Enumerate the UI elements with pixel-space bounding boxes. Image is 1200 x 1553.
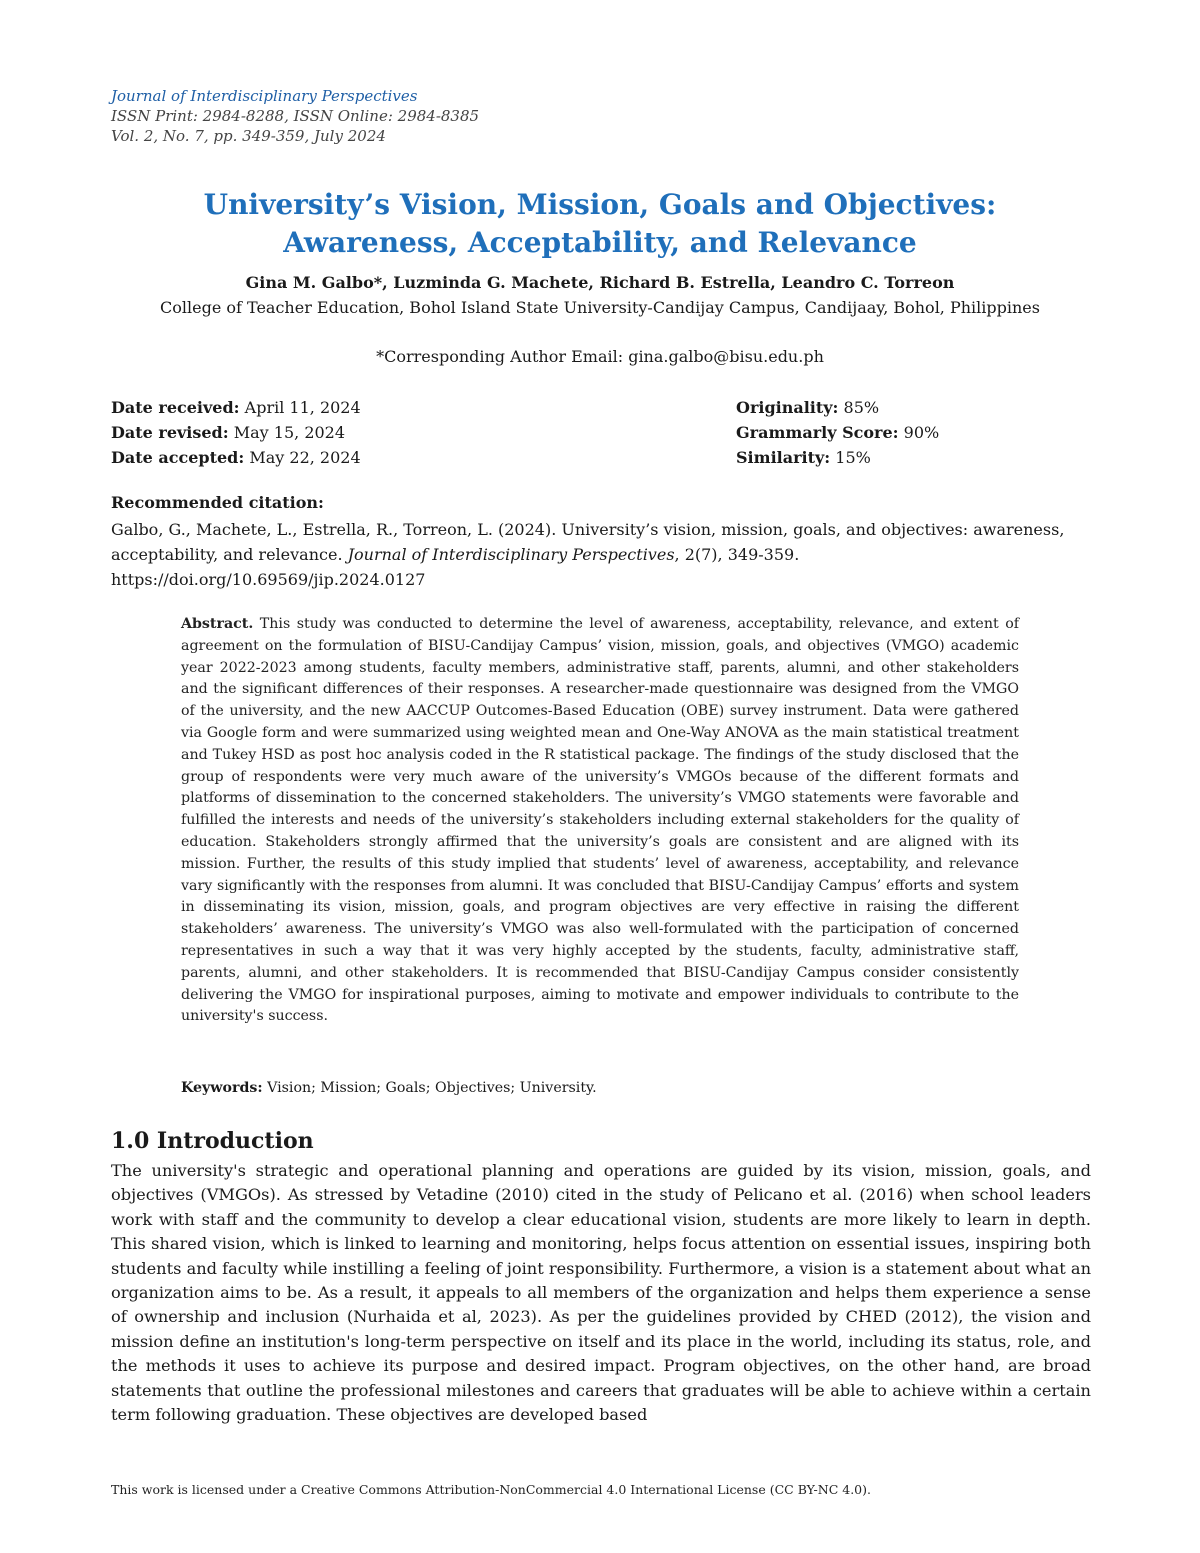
- keywords-label: Keywords:: [181, 1080, 263, 1096]
- corresponding-email: *Corresponding Author Email: gina.galbo@bisu.edu.ph: [376, 347, 824, 366]
- citation-text: Galbo, G., Machete, L., Estrella, R., Torreon, L. (2024). University’s vision, mission, goals, and objectives: awareness, acceptability, and relevance. Journal of Interdisciplinary Perspectives, 2(7), 349-359. https://doi.org/10.69569/jip.2024.0127: [111, 520, 1065, 589]
- journal-name: Journal of Interdisciplinary Perspectives: [111, 87, 418, 105]
- affiliation: College of Teacher Education, Bohol Island State University-Candijay Campus, Candijaay, Bohol, Philippines: [160, 298, 1040, 317]
- citation-heading: Recommended citation:: [111, 493, 324, 512]
- journal-volume: Vol. 2, No. 7, pp. 349-359, July 2024: [111, 127, 386, 145]
- grammarly-score: Grammarly Score: 90%: [736, 423, 940, 442]
- journal-header: [111, 86, 479, 146]
- authors: Gina M. Galbo*, Luzminda G. Machete, Richard B. Estrella, Leandro C. Torreon: [245, 273, 955, 292]
- title-line-1: University’s Vision, Mission, Goals and Objectives:: [203, 188, 997, 221]
- title-line-2: Awareness, Acceptability, and Relevance: [283, 226, 917, 259]
- scores-block: [736, 395, 939, 470]
- journal-issn: ISSN Print: 2984-8288, ISSN Online: 2984-8385: [111, 107, 480, 125]
- section-heading-introduction: 1.0 Introduction: [111, 1128, 314, 1154]
- abstract-text: This study was conducted to determine the level of awareness, acceptability, relevance, and extent of agreement on the formulation of BISU-Candijay Campus’ vision, mission, goals, and objectives (VMGO) academic year 2022-2023 among students, faculty members, administrative staff, parents, alumni, and other stakeholders and the significant differences of their responses. A researcher-made questionnaire was designed from the VMGO of the university, and the new AACCUP Outcomes-Based Education (OBE) survey instrument. Data were gathered via Google form and were summarized using weighted mean and One-Way ANOVA as the main statistical treatment and Tukey HSD as post hoc analysis coded in the R statistical package. The findings of the study disclosed that the group of respondents were very much aware of the university’s VMGOs because of the different formats and platforms of dissemination to the concerned stakeholders. The university’s VMGO statements were favorable and fulfilled the interests and needs of the university’s stakeholders including external stakeholders for the quality of education. Stakeholders strongly affirmed that the university’s goals are consistent and are aligned with its mission. Further, the results of this study implied that students’ level of awareness, acceptability, and relevance vary significantly with the responses from alumni. It was concluded that BISU-Candijay Campus’ efforts and system in disseminating its vision, mission, goals, and program objectives are very effective in raising the different stakeholders’ awareness. The university’s VMGO was also well-formulated with the participation of concerned representatives in such a way that it was very highly accepted by the students, faculty, administrative staff, parents, alumni, and other stakeholders. It is recommended that BISU-Candijay Campus consider consistently delivering the VMGO for inspirational purposes, aiming to motivate and empower individuals to contribute to the university's success.: [181, 616, 1019, 1025]
- date-accepted: Date accepted: May 22, 2024: [111, 448, 361, 467]
- paper-title: [100, 186, 1100, 262]
- abstract-label: Abstract.: [181, 616, 254, 632]
- dates-block: [111, 395, 361, 470]
- originality-score: Originality: 85%: [736, 398, 880, 417]
- keywords: [181, 1080, 597, 1096]
- date-received: Date received: April 11, 2024: [111, 398, 361, 417]
- similarity-score: Similarity: 15%: [736, 448, 871, 467]
- date-revised: Date revised: May 15, 2024: [111, 423, 346, 442]
- abstract: [181, 614, 1019, 1028]
- introduction-text: The university's strategic and operational planning and operations are guided by its vision, mission, goals, and objectives (VMGOs). As stressed by Vetadine (2010) cited in the study of Pelicano et al. (2016) when school leaders work with staff and the community to develop a clear educational vision, students are more likely to learn in depth. This shared vision, which is linked to learning and monitoring, helps focus attention on essential issues, inspiring both students and faculty while instilling a feeling of joint responsibility. Furthermore, a vision is a statement about what an organization aims to be. As a result, it appeals to all members of the organization and helps them experience a sense of ownership and inclusion (Nurhaida et al, 2023). As per the guidelines provided by CHED (2012), the vision and mission define an institution's long-term perspective on itself and its place in the world, including its status, role, and the methods it uses to achieve its purpose and desired impact. Program objectives, on the other hand, are broad statements that outline the professional milestones and careers that graduates will be able to achieve within a certain term following graduation. These objectives are developed based: [111, 1161, 1091, 1425]
- keywords-text: Vision; Mission; Goals; Objectives; University.: [262, 1080, 597, 1096]
- license-footer: This work is licensed under a Creative Commons Attribution-NonCommercial 4.0 International License (CC BY-NC 4.0).: [111, 1482, 871, 1497]
